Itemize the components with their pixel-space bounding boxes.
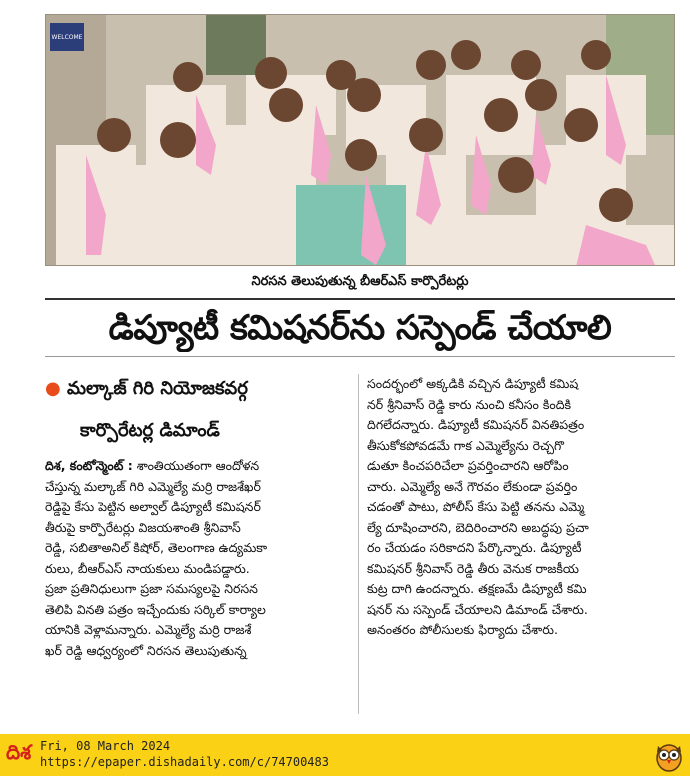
article-line: ఖర్ రెడ్డి ఆధ్వర్యంలో నిరసన తెలుపుతున్న [45,642,247,658]
article-line: చేస్తున్న మల్కాజ్ గిరి ఎమ్మెల్యే మర్రి రాజశేఖర్ [45,478,261,494]
footer-bar [0,734,690,776]
column-divider [358,374,359,714]
article-line: సందర్భంలో అక్కడికి వచ్చిన డిప్యూటీ కమిష [367,376,579,391]
article-text: శాంతియుతంగా ఆందోళన [136,458,260,473]
owl-icon [654,738,684,772]
article-line: తీరుపై కార్పొరేటర్లు విజయశాంతి శ్రీనివాస్ [45,519,241,535]
article-line: ల్యే దూషించారని, బెదిరించారని అబద్ధపు ప్రచా [367,519,589,535]
article-line: షనర్ ను సస్పెండ్ చేయాలని డిమాండ్ చేశారు. [367,601,588,617]
dateline: దిశ, కంటోన్మెంట్ : [45,458,133,473]
article-line: రం చేయడం సరికాదని పేర్కొన్నారు. డిప్యూటీ [367,540,582,555]
article-line: డుతూ కించపరిచేలా ప్రవర్తించారని ఆరోపిం [367,458,569,473]
article-line: రెడ్డి, సబితాఅనిల్ కిషోర్, తెలంగాణ ఉద్యమకా [45,540,268,555]
article-line: కుట్ర దాగి ఉందన్నారు. తక్షణమే డిప్యూటీ కమి [367,581,587,596]
subhead-1 [45,378,355,403]
publish-date: Fri, 08 March 2024 [40,739,171,753]
news-photo [45,14,675,266]
subhead-1-text: మల్కాజ్ గిరి నియోజకవర్గ [67,378,248,399]
article-line: తీసుకోకపోవడమే గాక ఎమ్మెల్యేను రెచ్చగొ [367,437,564,453]
article-line: చారు. ఎమ్మెల్యే అనే గౌరవం లేకుండా ప్రవర్తిం [367,478,578,494]
article-column-right [367,374,675,641]
welcome-sign: WELCOME [51,34,83,41]
article-line: కమిషనర్ శ్రీనివాస్ రెడ్డి తీరు వెనుక రాజకీయ [367,560,579,576]
article-line: యానికి వెళ్లామన్నారు. ఎమ్మెల్యే మర్రి రాజశే [45,622,252,637]
headline-divider [45,356,675,357]
protest-group-illustration [46,15,675,266]
subhead-2: కార్పొరేటర్ల డిమాండ్ [80,420,220,441]
article-line-0 [45,456,350,477]
article-line: నర్ శ్రీనివాస్ రెడ్డి కారు నుంచి కనీసం కిందికి [367,396,572,412]
disha-logo: దిశ [6,740,32,764]
article-line: ప్రజా ప్రతినిధులుగా ప్రజా సమస్యలపై నిరసన [45,581,258,596]
article-line: రెడ్డిపై కేసు పెట్టిన అల్వాల్ డిప్యూటీ కమిషనర్ [45,499,261,514]
article-column-left [45,456,350,661]
article-line: రులు, బీఆర్ఎస్ నాయకులు మండిపడ్డారు. [45,560,250,576]
bullet-icon: ● [45,378,61,399]
epaper-link[interactable]: https://epaper.dishadaily.com/c/74700483 [40,755,329,769]
photo-caption: నిరసన తెలుపుతున్న బీఆర్ఎస్ కార్పొరేటర్లు [251,274,469,289]
article-line: దిగలేదన్నారు. డిప్యూటీ కమిషనర్ వినతిపత్రం [367,417,585,432]
article-line: తెలిపి వినతి పత్రం ఇచ్చేందుకు సర్కిల్ కార్యాల [45,601,266,617]
article-line: చడంతో పాటు, పోలీస్ కేసు పెట్టి తనను ఎమ్మె [367,499,585,514]
article-line: అనంతరం పోలీసులకు ఫిర్యాదు చేశారు. [367,622,558,637]
headline: డిప్యూటీ కమిషనర్‌ను సస్పెండ్ చేయాలి [108,308,612,348]
caption-divider [45,298,675,300]
